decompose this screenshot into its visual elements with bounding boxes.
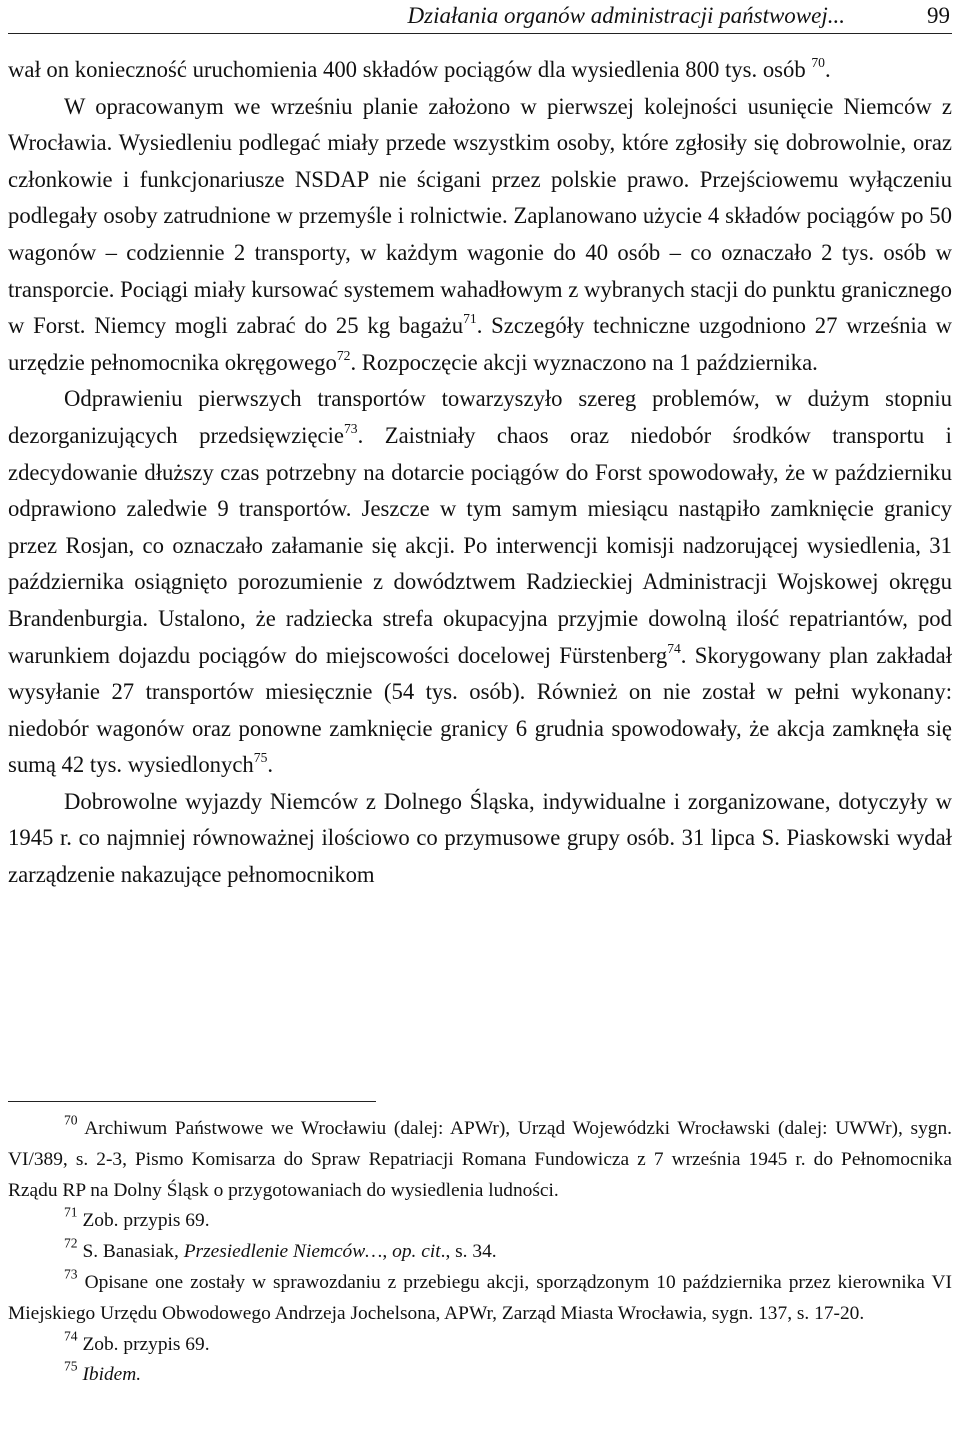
text-run: Odprawieniu pierwszych transportów towarzyszyło szereg problemów, w dużym stopniu dezorganizujących przedsięwzięcie [8, 386, 952, 448]
footnote-text: Opisane one zostały w sprawozdaniu z przebiegu akcji, sporządzonym 10 października przez kierownika VI Miejskiego Urzędu Obwodowego Andrzeja Jochelsona, APWr, Zarząd Miasta Wrocławia, sygn. 137, s. 17-20. [8, 1271, 952, 1324]
text-run: . [824, 57, 831, 82]
footnote-text: , [382, 1241, 393, 1263]
footnote-number: 74 [64, 1328, 78, 1344]
paragraph-1 [8, 52, 952, 89]
running-title: Działania organów administracji państwowej... [407, 3, 845, 28]
footnote-separator [8, 1101, 376, 1102]
paragraph-4 [8, 784, 952, 894]
main-text [8, 52, 952, 894]
text-run: . Zaistniały chaos oraz niedobór środków transportu i zdecydowanie dłuższy czas potrzebny na dotarcie pociągów do Forst spowodowały, że w październiku odprawiono zaledwie 9 transportów. Jeszcze w tym samym miesiącu nastąpiło zamknięcie granicy przez Rosjan, co oznaczało załamanie się akcji. Po interwencji komisji nadzorującej wysiedlenia, 31 października osiągnięto porozumienie z dowództwem Radzieckiej Administracji Wojskowej okręgu Brandenburgia. Ustalono, że radziecka strefa okupacyjna przyjmie dowolną ilość repatriantów, pod warunkiem dojazdu pociągów do miejscowości docelowej Fürstenberg [8, 422, 952, 668]
text-run: . [267, 752, 274, 778]
footnote-text: ., s. 34. [440, 1241, 497, 1263]
footnote-number: 72 [64, 1235, 78, 1251]
footnote-75 [8, 1360, 952, 1391]
page-number: 99 [927, 3, 950, 28]
running-header [8, 0, 952, 34]
text-run: . Skorygowany plan zakładał wysyłanie 27 transportów miesięcznie (54 tys. osób). Również on nie został w pełni wykonany: niedobór wagonów oraz ponowne zamknięcie granicy 6 grudnia spowodowały, że akcja zamknęła się sumą 42 tys. wysiedlonych [8, 642, 952, 778]
text-run: W opracowanym we wrześniu planie założono w pierwszej kolejności usunięcie Niemców z Wrocławia. Wysiedleniu podlegać miały przede wszystkim osoby, które zgłosiły się dobrowolnie, oraz członkowie i funkcjonariusze NSDAP nie ścigani przez polskie prawo. Przejściowemu wyłączeniu podlegały osoby zatrudnione w przemyśle i rolnictwie. Zaplanowano użycie 4 składów pociągów po 50 wagonów – codziennie 2 transporty, w każdym wagonie do 40 osób – co oznaczało 2 tys. osób w transporcie. Pociągi miały kursować systemem wahadłowym z wybranych stacji do punktu granicznego w Forst. Niemcy mogli zabrać do 25 kg bagażu [8, 93, 952, 339]
text-run: Dobrowolne wyjazdy Niemców z Dolnego Śląska, indywidualne i zorganizowane, dotyczyły w 1945 r. co najmniej równoważnej ilościowo co przymusowe grupy osób. 31 lipca S. Piaskowski wydał zarządzenie nakazujące pełnomocnikom [8, 788, 952, 888]
footnote-72 [8, 1237, 952, 1268]
footnote-number: 71 [64, 1204, 78, 1220]
text-run: . Szczegóły techniczne uzgodniono 27 września w urzędzie pełnomocnika okręgowego [8, 313, 952, 375]
paragraph-2 [8, 89, 952, 382]
footnote-ref-75[interactable]: 75 [253, 750, 268, 766]
footnote-ref-73[interactable]: 73 [343, 420, 358, 436]
footnotes [8, 1114, 952, 1391]
footnote-italic-title: Przesiedlenie Niemców… [183, 1241, 383, 1263]
footnote-ref-71[interactable]: 71 [463, 310, 477, 326]
text-run: . Rozpoczęcie akcji wyznaczono na 1 października. [350, 349, 818, 375]
footnote-73 [8, 1268, 952, 1330]
footnote-ref-74[interactable]: 74 [667, 640, 681, 656]
footnote-italic-text: Ibidem. [82, 1364, 142, 1386]
footnote-number: 75 [64, 1358, 78, 1374]
footnote-text: Zob. przypis 69. [82, 1333, 210, 1355]
footnote-number: 73 [64, 1266, 78, 1282]
footnote-text: Zob. przypis 69. [82, 1210, 210, 1232]
footnote-74 [8, 1330, 952, 1361]
footnote-number: 70 [64, 1112, 78, 1128]
text-run: wał on konieczność uruchomienia 400 składów pociągów dla wysiedlenia 800 tys. osób [8, 57, 812, 82]
footnote-ref-70[interactable]: 70 [811, 54, 825, 70]
footnote-text: Archiwum Państwowe we Wrocławiu (dalej: APWr), Urząd Wojewódzki Wrocławski (dalej: UWWr), sygn. VI/389, s. 2-3, Pismo Komisarza do Spraw Repatriacji Romana Fundowicza z 7 września 1945 r. do Pełnomocnika Rządu RP na Dolny Śląsk o przygotowaniach do wysiedlenia ludności. [8, 1118, 953, 1201]
footnote-70 [8, 1114, 952, 1206]
footnote-71 [8, 1206, 952, 1237]
footnote-ref-72[interactable]: 72 [336, 347, 351, 363]
footnote-text: S. Banasiak, [82, 1241, 184, 1263]
footnote-italic-abbrev: op. cit [392, 1241, 441, 1263]
paragraph-3 [8, 381, 952, 784]
